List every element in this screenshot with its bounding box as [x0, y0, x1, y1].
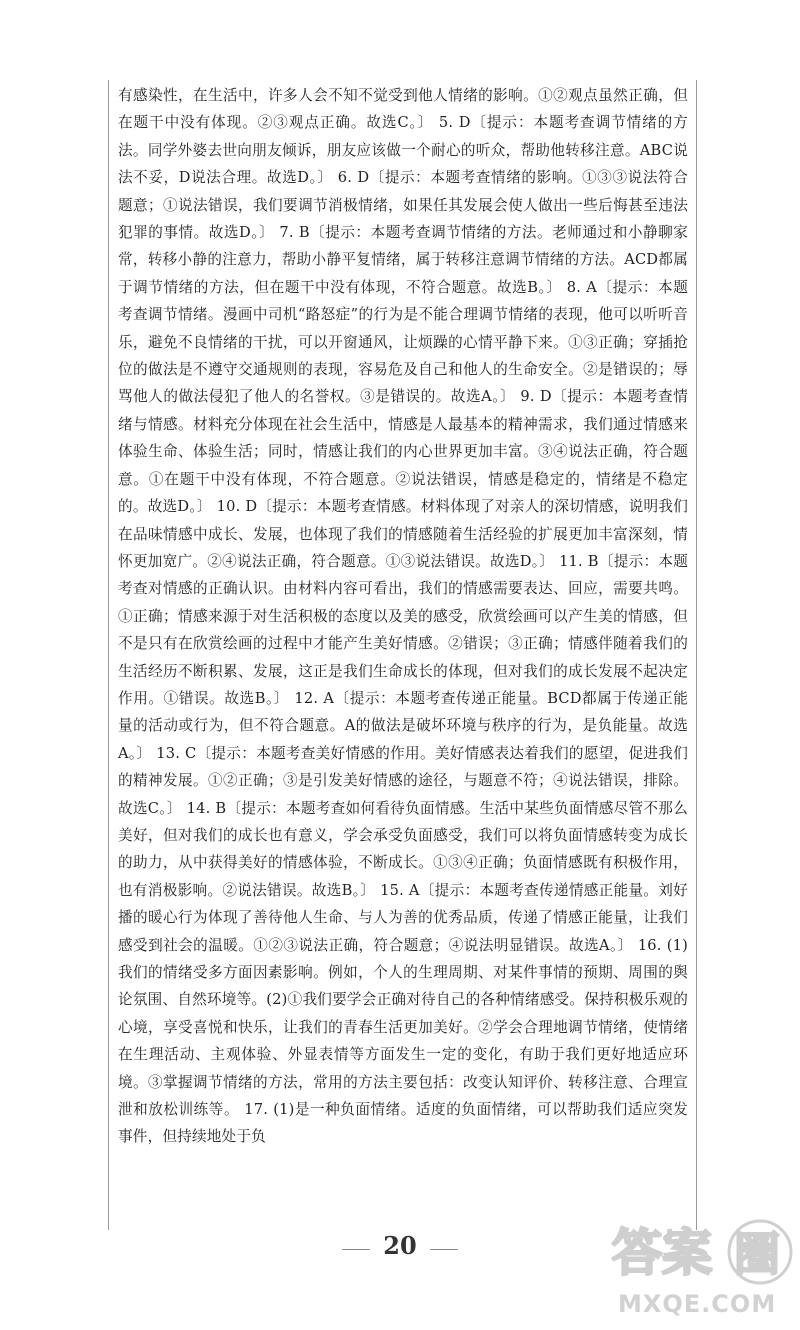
watermark-logo-icon [608, 1218, 796, 1288]
watermark-url: MXQE.COM [618, 1290, 777, 1318]
answer-paragraph: 有感染性，在生活中，许多人会不知不觉受到他人情绪的影响。①②观点虽然正确，但在题干中没有体现。②③观点正确。故选C。〕 5. D〔提示：本题考查调节情绪的方法。同学外婆去世向朋友倾诉，朋友应该做一个耐心的听众，帮助他转移注意。ABC说法不妥，D说法合理。故选D。〕 6. D〔提示：本题考查情绪的影响。①③③说法符合题意；①说法错误，我们要调节消极情绪，如果任其发展会使人做出一些后悔甚至违法犯罪的事情。故选D。〕 7. B〔提示：本题考查调节情绪的方法。老师通过和小静聊家常，转移小静的注意力，帮助小静平复情绪，属于转移注意调节情绪的方法。ACD都属于调节情绪的方法，但在题干中没有体现，不符合题意。故选B。〕 8. A〔提示：本题考查调节情绪。漫画中司机“路怒症”的行为是不能合理调节情绪的表现，他可以听听音乐，避免不良情绪的干扰，可以开窗通风，让烦躁的心情平静下来。①③正确；穿插抢位的做法是不遵守交通规则的表现，容易危及自己和他人的生命安全。②是错误的；辱骂他人的做法侵犯了他人的名誉权。③是错误的。故选A。〕 9. D〔提示：本题考查情绪与情感。材料充分体现在社会生活中，情感是人最基本的精神需求，我们通过情感来体验生命、体验生活；同时，情感让我们的内心世界更加丰富。③④说法正确，符合题意。①在题干中没有体现，不符合题意。②说法错误，情感是稳定的，情绪是不稳定的。故选D。〕 10. D〔提示：本题考查情感。材料体现了对亲人的深切情感，说明我们在品味情感中成长、发展，也体现了我们的情感随着生活经验的扩展更加丰富深刻，情怀更加宽广。②④说法正确，符合题意。①③说法错误。故选D。〕 11. B〔提示：本题考查对情感的正确认识。由材料内容可看出，我们的情感需要表达、回应，需要共鸣。①正确；情感来源于对生活积极的态度以及美的感受，欣赏绘画可以产生美的情感，但不是只有在欣赏绘画的过程中才能产生美好情感。②错误；③正确；情感伴随着我们的生活经历不断积累、发展，这正是我们生命成长的体现，但对我们的成长发展不起决定作用。①错误。故选B。〕 12. A〔提示：本题考查传递正能量。BCD都属于传递正能量的活动或行为，但不符合题意。A的做法是破坏环境与秩序的行为，是负能量。故选A。〕 13. C〔提示：本题考查美好情感的作用。美好情感表达着我们的愿望，促进我们的精神发展。①②正确；③是引发美好情感的途径，与题意不符；④说法错误，排除。故选C。〕 14. B〔提示：本题考查如何看待负面情感。生活中某些负面情感尽管不那么美好，但对我们的成长也有意义，学会承受负面感受，我们可以将负面情感转变为成长的助力，从中获得美好的情感体验，不断成长。①③④正确；负面情感既有积极作用，也有消极影响。②说法错误。故选B。〕 15. A〔提示：本题考查传递情感正能量。刘好播的暖心行为体现了善待他人生命、与人为善的优秀品质，传递了情感正能量，让我们感受到社会的温暖。①②③说法正确，符合题意；④说法明显错误。故选A。〕 16. (1)我们的情绪受多方面因素影响。例如，个人的生理周期、对某件事情的预期、周围的舆论氛围、自然环境等。(2)①我们要学会正确对待自己的各种情绪感受。保持积极乐观的心境，享受喜悦和快乐，让我们的青春生活更加美好。②学会合理地调节情绪，使情绪在生理活动、主观体验、外显表情等方面发生一定的变化，有助于我们更好地适应环境。③掌握调节情绪的方法，常用的方法主要包括：改变认知评价、转移注意、合理宣泄和放松训练等。 17. (1)是一种负面情绪。适度的负面情绪，可以帮助我们适应突发事件，但持续地处于负 [118, 87, 688, 1146]
svg-text:圈: 圈 [734, 1227, 780, 1281]
right-column-rule [696, 80, 697, 1230]
footer-dash-right [430, 1249, 458, 1250]
footer-dash-left [342, 1249, 370, 1250]
page-number: 20 [383, 1231, 417, 1260]
svg-text:答案: 答案 [612, 1224, 712, 1282]
answer-text-block [118, 82, 688, 1151]
left-column-rule [108, 80, 109, 1230]
watermark [608, 1218, 796, 1326]
